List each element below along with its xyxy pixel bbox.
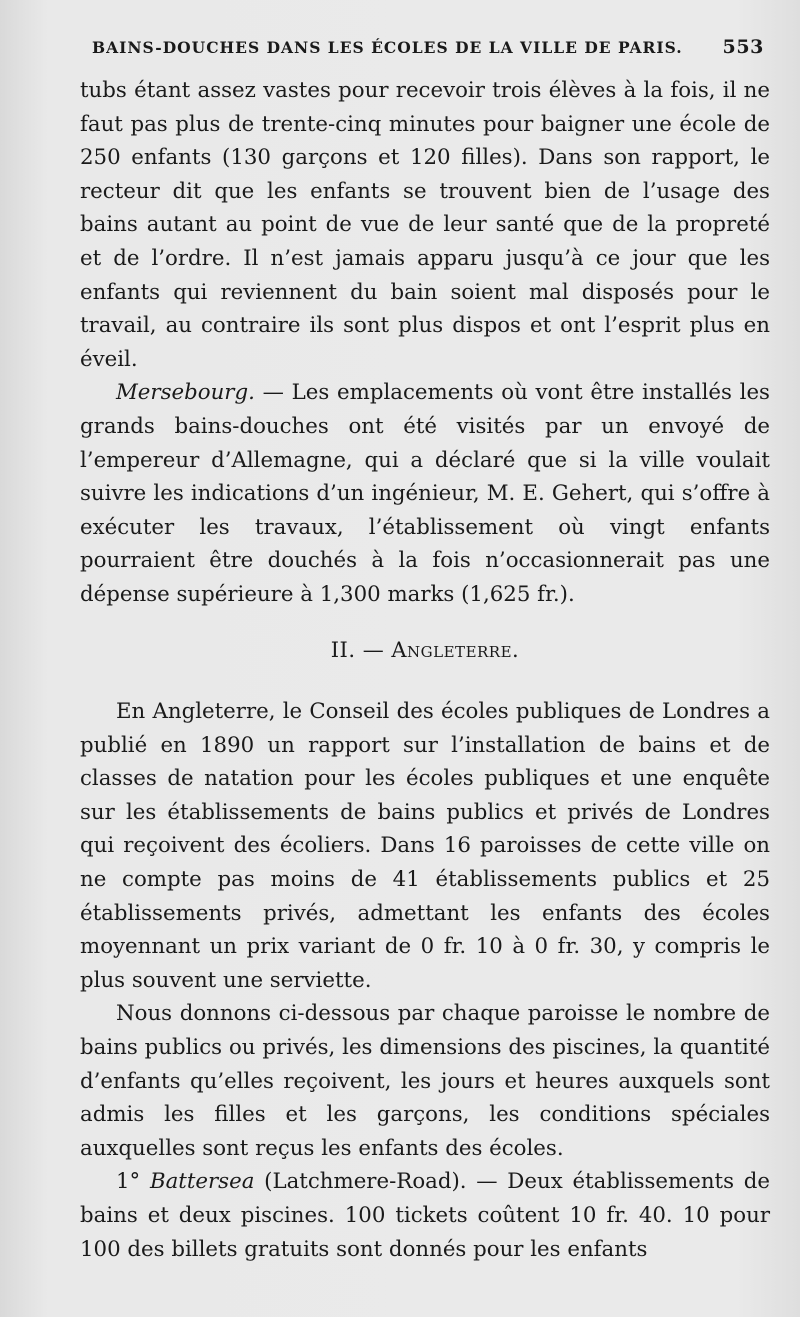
running-title: BAINS-DOUCHES DANS LES ÉCOLES DE LA VILLE DE PARIS. <box>92 38 683 57</box>
paragraph-1: tubs étant assez vastes pour recevoir trois élèves à la fois, il ne faut pas plus de trente-cinq minutes pour baigner une école de 250 enfants (130 garçons et 120 filles). Dans son rapport, le recteur dit que les enfants se trouvent bien de l’usage des bains autant au point de vue de leur santé que de la propreté et de l’ordre. Il n’est jamais apparu jusqu’à ce jour que les enfants qui reviennent du bain soient mal disposés pour le travail, au contraire ils sont plus dispos et ont l’esprit plus en éveil. <box>80 78 770 372</box>
paragraph-mersebourg <box>80 376 770 611</box>
place-name-mersebourg: Mersebourg. <box>116 380 255 406</box>
paragraph-angleterre: En Angleterre, le Conseil des écoles publiques de Londres a publié en 1890 un rapport sur l’installation de bains et de classes de natation pour les écoles publiques et une enquête sur les établissements de bains publics et privés de Londres qui reçoivent des écoliers. Dans 16 paroisses de cette ville on ne compte pas moins de 41 établissements publics et 25 établissements privés, admettant les enfants des écoles moyennant un prix variant de 0 fr. 10 à 0 fr. 30, y compris le plus souvent une serviette. <box>80 699 770 993</box>
running-header <box>92 36 764 58</box>
place-name-battersea: Battersea <box>149 1169 255 1195</box>
section-number: II. — <box>330 637 392 662</box>
body-text <box>80 74 770 1266</box>
section-heading <box>80 634 770 668</box>
paragraph-battersea-text: (Latchmere-Road). — Deux établissements de bains et deux piscines. 100 tickets coûtent 10 fr. 40. 10 pour 100 des billets gratuits sont donnés pour les enfants <box>80 1169 770 1262</box>
page-number: 553 <box>722 36 764 58</box>
paragraph-list-intro: Nous donnons ci-dessous par chaque paroisse le nombre de bains publics ou privés, les dimensions des piscines, la quantité d’enfants qu’elles reçoivent, les jours et heures auxquels sont admis les filles et les garçons, les conditions spéciales auxquelles sont reçus les enfants des écoles. <box>80 1001 770 1161</box>
paragraph-battersea <box>80 1165 770 1266</box>
paragraph-mersebourg-text: — Les emplacements où vont être installés les grands bains-douches ont été visités par un envoyé de l’empereur d’Allemagne, qui a déclaré que si la ville voulait suivre les indications d’un ingénieur, M. E. Gehert, qui s’offre à exécuter les travaux, l’établissement où vingt enfants pourraient être douchés à la fois n’occasionnerait pas une dépense supérieure à 1,300 marks (1,625 fr.). <box>80 380 770 607</box>
item-number: 1° <box>116 1169 150 1195</box>
section-name: Angleterre. <box>391 637 520 662</box>
